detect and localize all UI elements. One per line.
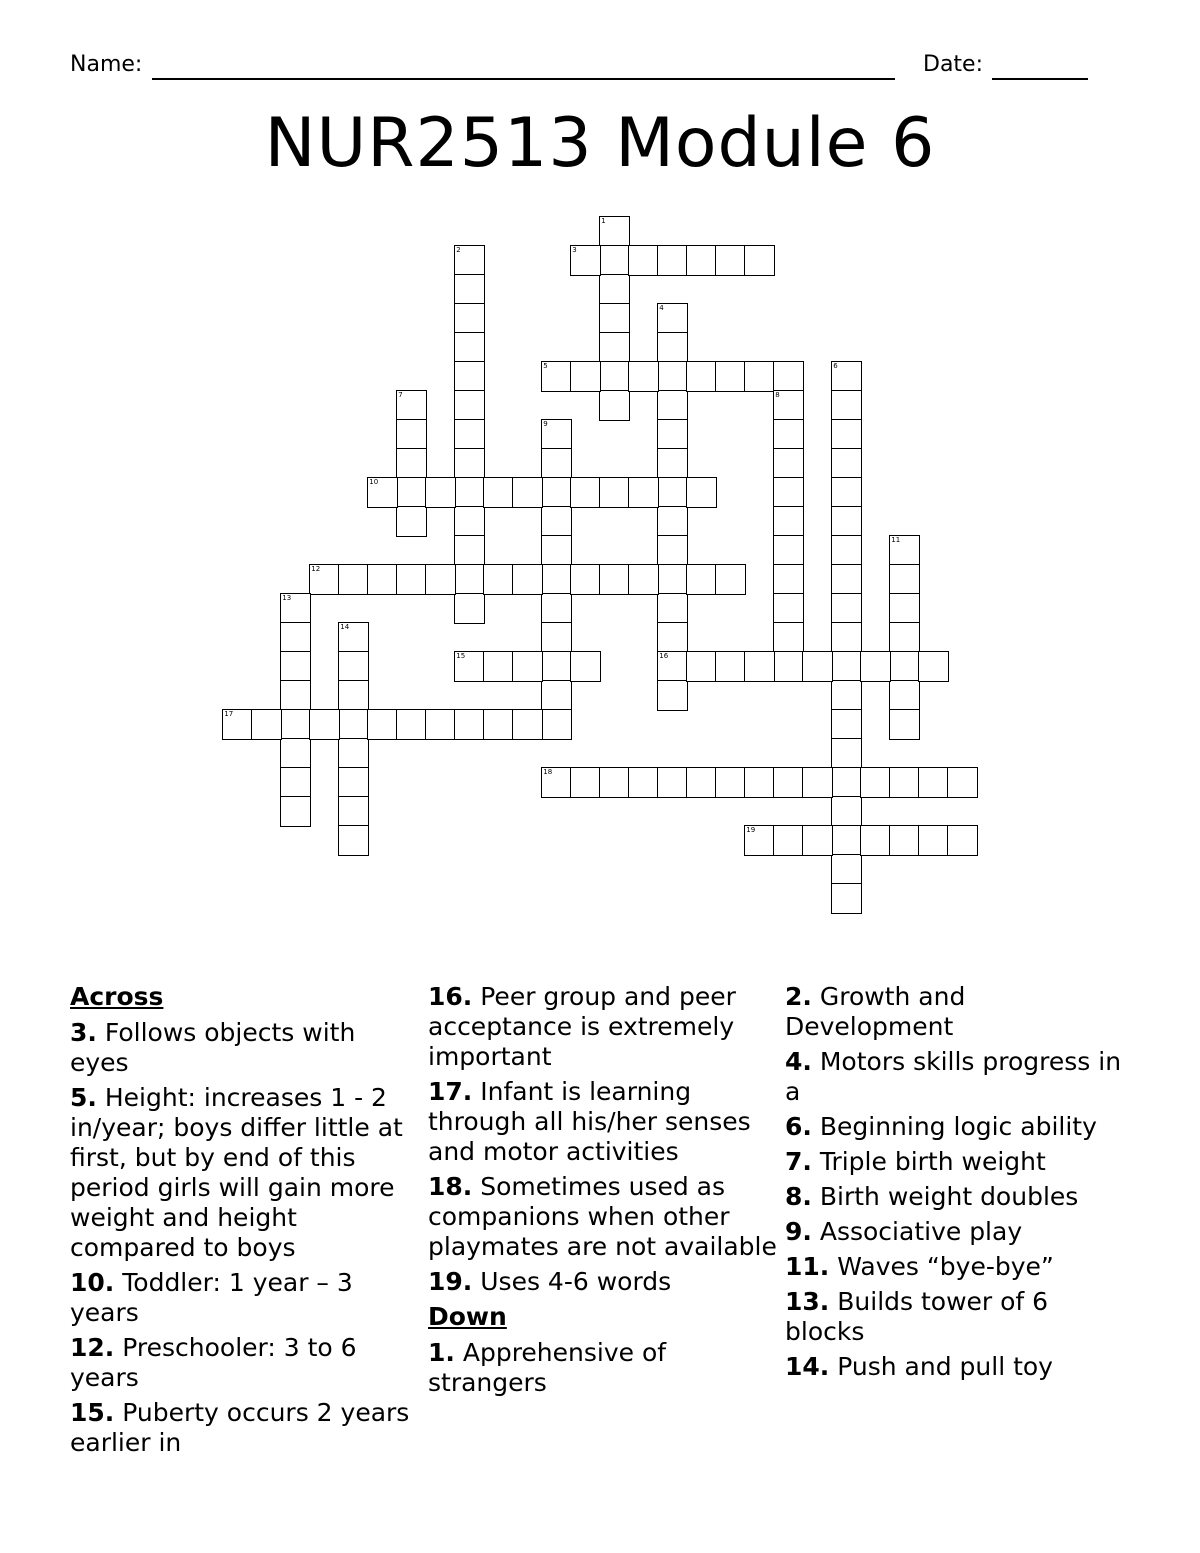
crossword-cell[interactable] [541,651,572,682]
clue-number: 12. [70,1333,115,1362]
crossword-cell[interactable] [657,535,688,566]
cell-number: 17 [224,710,234,719]
crossword-cell[interactable] [889,680,920,711]
clue-number: 3. [70,1018,97,1047]
cell-number: 18 [543,768,553,777]
crossword-cell[interactable] [831,390,862,421]
crossword-cell[interactable] [773,419,804,450]
crossword-cell[interactable] [628,477,659,508]
crossword-cell[interactable] [628,245,659,276]
down-clue [785,1217,1125,1247]
clue-text: Triple birth weight [819,1147,1046,1176]
clue-column-1 [70,982,410,1463]
crossword-cell[interactable] [831,593,862,624]
crossword-cell[interactable] [309,709,340,740]
crossword-cell[interactable] [773,593,804,624]
across-clue [70,1083,410,1263]
across-heading: Across [70,982,164,1011]
clue-text: Waves “bye-bye” [837,1252,1054,1281]
across-clue [70,1333,410,1393]
crossword-cell[interactable] [338,709,369,740]
crossword-cell[interactable] [570,564,601,595]
crossword-cell[interactable] [396,506,427,537]
crossword-cell[interactable] [657,564,688,595]
crossword-cell[interactable] [280,593,311,624]
crossword-cell[interactable] [657,767,688,798]
clue-number: 15. [70,1398,115,1427]
clue-text: Infant is learning through all his/her senses and motor activities [428,1077,751,1166]
crossword-cell[interactable] [338,738,369,769]
clue-column-3 [785,982,1125,1387]
clue-number: 7. [785,1147,812,1176]
clue-text: Uses 4-6 words [480,1267,672,1296]
crossword-cell[interactable] [831,680,862,711]
crossword-cell[interactable] [715,245,746,276]
clue-number: 11. [785,1252,830,1281]
crossword-cell[interactable] [773,506,804,537]
date-label: Date: [923,52,983,77]
crossword-cell[interactable] [773,651,804,682]
crossword-cell[interactable] [338,622,369,653]
down-clue [785,1112,1125,1142]
crossword-cell[interactable] [512,477,543,508]
clue-text: Builds tower of 6 blocks [785,1287,1049,1346]
clue-number: 1. [428,1338,455,1367]
crossword-cell[interactable] [541,593,572,624]
cell-number: 6 [833,362,838,371]
crossword-cell[interactable] [454,303,485,334]
crossword-cell[interactable] [483,564,514,595]
crossword-cell[interactable] [831,883,862,914]
cell-number: 13 [282,594,292,603]
crossword-cell[interactable] [570,651,601,682]
crossword-cell[interactable] [657,622,688,653]
down-clue [428,1338,778,1398]
crossword-cell[interactable] [831,709,862,740]
crossword-cell[interactable] [831,448,862,479]
clue-text: Preschooler: 3 to 6 years [70,1333,357,1392]
crossword-cell[interactable] [889,767,920,798]
crossword-cell[interactable] [338,825,369,856]
cell-number: 11 [891,536,901,545]
cell-number: 9 [543,420,548,429]
crossword-cell[interactable] [599,361,630,392]
down-heading: Down [428,1302,507,1331]
crossword-cell[interactable] [947,825,978,856]
crossword-cell[interactable] [454,535,485,566]
crossword-cell[interactable] [889,535,920,566]
crossword-cell[interactable] [599,767,630,798]
crossword-cell[interactable] [831,854,862,885]
crossword-cell[interactable] [454,390,485,421]
crossword-cell[interactable] [831,419,862,450]
cell-number: 2 [456,246,461,255]
clue-number: 2. [785,982,812,1011]
crossword-cell[interactable] [454,593,485,624]
crossword-cell[interactable] [889,651,920,682]
crossword-cell[interactable] [280,767,311,798]
crossword-cell[interactable] [889,709,920,740]
crossword-cell[interactable] [454,448,485,479]
cell-number: 12 [311,565,321,574]
crossword-cell[interactable] [570,245,601,276]
crossword-cell[interactable] [483,709,514,740]
cell-number: 4 [659,304,664,313]
cell-number: 10 [369,478,379,487]
down-clue [785,1182,1125,1212]
crossword-cell[interactable] [541,419,572,450]
cell-number: 7 [398,391,403,400]
clue-text: Birth weight doubles [819,1182,1079,1211]
crossword-cell[interactable] [860,767,891,798]
crossword-cell[interactable] [454,274,485,305]
across-clue [428,1267,778,1297]
clue-text: Growth and Development [785,982,966,1041]
crossword-cell[interactable] [599,390,630,421]
crossword-cell[interactable] [773,390,804,421]
crossword-cell[interactable] [425,564,456,595]
crossword-cell[interactable] [541,361,572,392]
crossword-cell[interactable] [396,448,427,479]
crossword-cell[interactable] [396,477,427,508]
cell-number: 5 [543,362,548,371]
crossword-cell[interactable] [541,477,572,508]
crossword-cell[interactable] [860,651,891,682]
crossword-cell[interactable] [715,361,746,392]
across-clue [70,1398,410,1458]
crossword-cell[interactable] [715,767,746,798]
crossword-cell[interactable] [251,709,282,740]
crossword-cell[interactable] [831,651,862,682]
crossword-cell[interactable] [657,506,688,537]
clue-number: 13. [785,1287,830,1316]
crossword-cell[interactable] [454,651,485,682]
crossword-cell[interactable] [657,303,688,334]
clue-number: 9. [785,1217,812,1246]
clue-text: Push and pull toy [837,1352,1053,1381]
crossword-cell[interactable] [367,564,398,595]
crossword-cell[interactable] [599,274,630,305]
crossword-cell[interactable] [599,477,630,508]
across-clue [428,1077,778,1167]
crossword-cell[interactable] [889,564,920,595]
crossword-cell[interactable] [454,361,485,392]
crossword-cell[interactable] [657,593,688,624]
crossword-cell[interactable] [657,680,688,711]
cell-number: 19 [746,826,756,835]
clue-number: 18. [428,1172,473,1201]
crossword-cell[interactable] [831,767,862,798]
crossword-cell[interactable] [657,651,688,682]
crossword-cell[interactable] [541,767,572,798]
crossword-cell[interactable] [338,564,369,595]
clue-text: Toddler: 1 year – 3 years [70,1268,353,1327]
crossword-cell[interactable] [541,535,572,566]
crossword-cell[interactable] [831,825,862,856]
cell-number: 8 [775,391,780,400]
crossword-cell[interactable] [686,477,717,508]
clue-text: Beginning logic ability [819,1112,1097,1141]
crossword-cell[interactable] [599,564,630,595]
crossword-cell[interactable] [483,477,514,508]
down-clue [785,982,1125,1042]
clue-text: Apprehensive of strangers [428,1338,667,1397]
crossword-cell[interactable] [715,564,746,595]
crossword-cell[interactable] [831,796,862,827]
crossword-cell[interactable] [715,651,746,682]
cell-number: 14 [340,623,350,632]
crossword-cell[interactable] [309,564,340,595]
crossword-cell[interactable] [454,506,485,537]
clue-number: 6. [785,1112,812,1141]
crossword-cell[interactable] [541,506,572,537]
crossword-cell[interactable] [831,506,862,537]
crossword-cell[interactable] [454,477,485,508]
crossword-cell[interactable] [802,825,833,856]
crossword-cell[interactable] [918,825,949,856]
crossword-cell[interactable] [454,419,485,450]
crossword-cell[interactable] [773,622,804,653]
crossword-cell[interactable] [657,332,688,363]
crossword-cell[interactable] [657,448,688,479]
crossword-cell[interactable] [599,303,630,334]
down-clue [785,1352,1125,1382]
crossword-cell[interactable] [512,564,543,595]
crossword-cell[interactable] [454,564,485,595]
crossword-cell[interactable] [512,709,543,740]
crossword-cell[interactable] [686,564,717,595]
crossword-cell[interactable] [541,709,572,740]
crossword-cell[interactable] [802,651,833,682]
crossword-cell[interactable] [802,767,833,798]
crossword-cell[interactable] [773,477,804,508]
down-clue [785,1287,1125,1347]
crossword-cell[interactable] [512,651,543,682]
crossword-cell[interactable] [541,680,572,711]
crossword-cell[interactable] [773,564,804,595]
crossword-cell[interactable] [454,332,485,363]
crossword-cell[interactable] [280,680,311,711]
crossword-cell[interactable] [367,477,398,508]
crossword-cell[interactable] [860,825,891,856]
page-title: NUR2513 Module 6 [264,104,936,183]
crossword-cell[interactable] [396,709,427,740]
crossword-cell[interactable] [280,738,311,769]
crossword-cell[interactable] [831,477,862,508]
crossword-cell[interactable] [425,477,456,508]
crossword-cell[interactable] [831,361,862,392]
crossword-cell[interactable] [744,767,775,798]
clue-text: Associative play [819,1217,1023,1246]
crossword-cell[interactable] [599,332,630,363]
crossword-cell[interactable] [744,651,775,682]
cell-number: 16 [659,652,669,661]
crossword-cell[interactable] [338,651,369,682]
crossword-cell[interactable] [831,535,862,566]
down-clue [785,1147,1125,1177]
crossword-cell[interactable] [657,361,688,392]
crossword-cell[interactable] [831,738,862,769]
crossword-cell[interactable] [396,390,427,421]
clue-number: 4. [785,1047,812,1076]
across-clue [428,1172,778,1262]
crossword-cell[interactable] [657,245,688,276]
crossword-cell[interactable] [686,361,717,392]
clue-text: Sometimes used as companions when other playmates are not available [428,1172,777,1261]
crossword-cell[interactable] [367,709,398,740]
clue-number: 8. [785,1182,812,1211]
crossword-cell[interactable] [454,245,485,276]
crossword-cell[interactable] [657,390,688,421]
clue-number: 14. [785,1352,830,1381]
crossword-cell[interactable] [686,651,717,682]
clue-text: Height: increases 1 - 2 in/year; boys differ little at first, but by end of this period girls will gain more weight and height compared to boys [70,1083,403,1262]
crossword-cell[interactable] [338,796,369,827]
crossword-cell[interactable] [570,361,601,392]
crossword-cell[interactable] [541,564,572,595]
crossword-cell[interactable] [541,622,572,653]
crossword-cell[interactable] [947,767,978,798]
crossword-cell[interactable] [686,245,717,276]
crossword-cell[interactable] [280,622,311,653]
name-label: Name: [70,52,143,77]
crossword-cell[interactable] [918,767,949,798]
clue-column-2 [428,982,778,1403]
crossword-cell[interactable] [454,709,485,740]
crossword-cell[interactable] [396,419,427,450]
crossword-cell[interactable] [744,825,775,856]
crossword-cell[interactable] [686,767,717,798]
crossword-cell[interactable] [570,767,601,798]
crossword-cell[interactable] [889,593,920,624]
clue-number: 19. [428,1267,473,1296]
crossword-cell[interactable] [483,651,514,682]
clue-number: 16. [428,982,473,1011]
cell-number: 3 [572,246,577,255]
crossword-cell[interactable] [570,477,601,508]
clue-text: Peer group and peer acceptance is extremely important [428,982,736,1071]
crossword-cell[interactable] [628,361,659,392]
crossword-cell[interactable] [396,564,427,595]
crossword-cell[interactable] [338,767,369,798]
crossword-cell[interactable] [280,796,311,827]
crossword-cell[interactable] [599,245,630,276]
crossword-cell[interactable] [918,651,949,682]
crossword-cell[interactable] [280,651,311,682]
crossword-cell[interactable] [773,361,804,392]
crossword-cell[interactable] [222,709,253,740]
clue-number: 5. [70,1083,97,1112]
clue-text: Motors skills progress in a [785,1047,1122,1106]
crossword-cell[interactable] [628,767,659,798]
crossword-cell[interactable] [657,477,688,508]
crossword-cell[interactable] [831,564,862,595]
down-clue [785,1252,1125,1282]
crossword-cell[interactable] [541,448,572,479]
crossword-cell[interactable] [889,825,920,856]
crossword-cell[interactable] [744,361,775,392]
cell-number: 15 [456,652,466,661]
clue-text: Puberty occurs 2 years earlier in [70,1398,410,1457]
clue-number: 10. [70,1268,115,1297]
across-clue [70,1018,410,1078]
crossword-cell[interactable] [657,419,688,450]
crossword-cell[interactable] [773,448,804,479]
crossword-cell[interactable] [773,535,804,566]
down-clue [785,1047,1125,1107]
crossword-cell[interactable] [338,680,369,711]
crossword-cell[interactable] [889,622,920,653]
crossword-cell[interactable] [425,709,456,740]
crossword-cell[interactable] [280,709,311,740]
cell-number: 1 [601,217,606,226]
crossword-cell[interactable] [628,564,659,595]
across-clue [428,982,778,1072]
across-clue [70,1268,410,1328]
crossword-cell[interactable] [773,767,804,798]
clue-number: 17. [428,1077,473,1106]
crossword-cell[interactable] [744,245,775,276]
clue-text: Follows objects with eyes [70,1018,356,1077]
crossword-cell[interactable] [831,622,862,653]
crossword-cell[interactable] [773,825,804,856]
crossword-cell[interactable] [599,216,630,247]
